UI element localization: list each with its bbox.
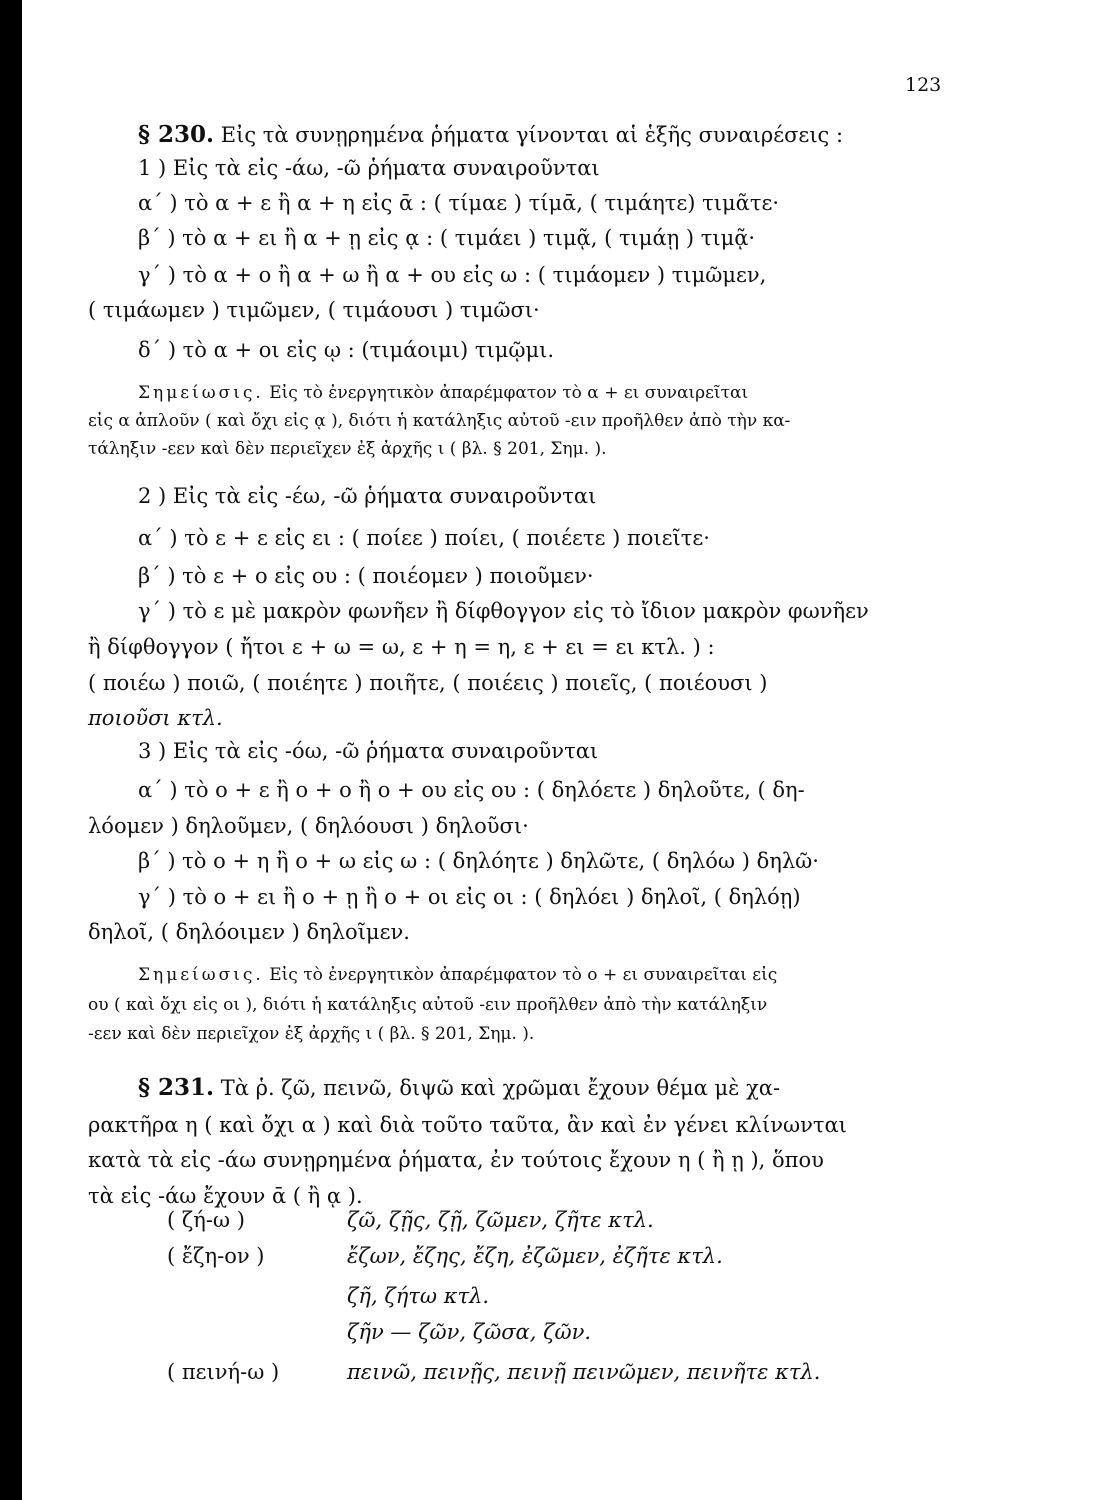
stem-cell: ( ζή-ω ) (167, 1208, 245, 1232)
note-label: Σημείωσις. (138, 383, 264, 403)
note-2-line3: -εεν καὶ δὲν περιεῖχον ἐξ ἀρχῆς ι ( βλ. § 201, Σημ. ). (88, 1024, 535, 1044)
forms-cell: πεινῶ, πεινῇς, πεινῇ πεινῶμεν, πεινῆτε κτλ. (347, 1360, 821, 1384)
rule-3-b: β΄ ) τὸ ο + η ἢ ο + ω εἰς ω : ( δηλόητε ) δηλῶτε, ( δηλόω ) δηλῶ· (138, 849, 819, 873)
rule-2-intro: 2 ) Εἰς τὰ εἰς -έω, -ῶ ῥήματα συναιροῦνται (138, 484, 597, 508)
section-231-line2: ρακτῆρα η ( καὶ ὄχι α ) καὶ διὰ τοῦτο ταῦτα, ἂν καὶ ἐν γένει κλίνωνται (88, 1113, 847, 1137)
section-number: § 230. (138, 121, 215, 148)
note-1-line3: τάληξιν -εεν καὶ δὲν περιεῖχεν ἐξ ἀρχῆς ι ( βλ. § 201, Σημ. ). (88, 439, 607, 459)
note-2-line1 (138, 964, 777, 986)
rule-2-c-line4: ποιοῦσι κτλ. (88, 706, 223, 730)
stem-cell: ( πεινή-ω ) (167, 1360, 280, 1384)
section-231-line3: κατὰ τὰ εἰς -άω συνῃρημένα ῥήματα, ἐν τούτοις ἔχουν η ( ἢ ῃ ), ὅπου (88, 1148, 824, 1172)
note-text: Εἰς τὸ ἐνεργητικὸν ἀπαρέμφατον τὸ α + ει συναιρεῖται (269, 383, 749, 403)
rule-1-c-line1: γ΄ ) τὸ α + ο ἢ α + ω ἢ α + ου εἰς ω : ( τιμάομεν ) τιμῶμεν, (138, 263, 767, 287)
rule-3-intro: 3 ) Εἰς τὰ εἰς -όω, -ῶ ῥήματα συναιροῦνται (138, 739, 599, 763)
rule-1-intro: 1 ) Εἰς τὰ εἰς -άω, -ῶ ῥήματα συναιροῦνται (138, 156, 600, 180)
page-number: 123 (905, 74, 942, 96)
rule-2-a: α΄ ) τὸ ε + ε εἰς ει : ( ποίεε ) ποίει, ( ποιέετε ) ποιεῖτε· (138, 526, 710, 550)
rule-3-a-line1: α΄ ) τὸ ο + ε ἢ ο + ο ἢ ο + ου εἰς ου : ( δηλόετε ) δηλοῦτε, ( δη- (138, 778, 805, 802)
forms-cell: ζῆ, ζήτω κτλ. (347, 1284, 490, 1308)
rule-3-c-line2: δηλοῖ, ( δηλόοιμεν ) δηλοῖμεν. (88, 920, 410, 944)
rule-1-a: α΄ ) τὸ α + ε ἢ α + η εἰς ᾱ : ( τίμαε ) τίμᾱ, ( τιμάητε) τιμᾶτε· (138, 191, 779, 215)
section-title: Εἰς τὰ συνῃρημένα ῥήματα γίνονται αἱ ἑξῆς συναιρέσεις : (220, 123, 844, 147)
forms-cell: ζῶ, ζῇς, ζῇ, ζῶμεν, ζῆτε κτλ. (347, 1208, 654, 1232)
section-text: Τὰ ῥ. ζῶ, πεινῶ, διψῶ καὶ χρῶμαι ἔχουν θέμα μὲ χα- (220, 1076, 781, 1100)
book-page (22, 0, 1105, 1500)
forms-cell: ζῆν — ζῶν, ζῶσα, ζῶν. (347, 1320, 592, 1344)
rule-2-b: β΄ ) τὸ ε + ο εἰς ου : ( ποιέομεν ) ποιοῦμεν· (138, 564, 594, 588)
rule-2-c-line2: ἢ δίφθογγον ( ἤτοι ε + ω = ω, ε + η = η, ε + ει = ει κτλ. ) : (88, 635, 715, 659)
rule-3-a-line2: λόομεν ) δηλοῦμεν, ( δηλόουσι ) δηλοῦσι· (88, 814, 529, 838)
note-text: Εἰς τὸ ἐνεργητικὸν ἀπαρέμφατον τὸ ο + ει συναιρεῖται εἰς (269, 965, 778, 985)
section-231-line1 (138, 1075, 780, 1101)
forms-cell: ἔζων, ἔζης, ἔζη, ἐζῶμεν, ἐζῆτε κτλ. (347, 1244, 723, 1268)
rule-1-c-line2: ( τιμάωμεν ) τιμῶμεν, ( τιμάουσι ) τιμῶσι· (88, 298, 540, 322)
rule-2-c-line3: ( ποιέω ) ποιῶ, ( ποιέητε ) ποιῆτε, ( ποιέεις ) ποιεῖς, ( ποιέουσι ) (88, 671, 768, 695)
rule-1-b: β΄ ) τὸ α + ει ἢ α + ῃ εἰς ᾳ : ( τιμάει ) τιμᾷ, ( τιμάῃ ) τιμᾷ· (138, 226, 756, 250)
note-1-line2: εἰς α ἁπλοῦν ( καὶ ὄχι εἰς ᾳ ), διότι ἡ κατάληξις αὐτοῦ -ειν προῆλθεν ἀπὸ τὴν κα- (88, 411, 791, 431)
note-label: Σημείωσις. (138, 965, 264, 985)
section-number: § 231. (138, 1074, 215, 1101)
rule-1-d: δ΄ ) τὸ α + οι εἰς ῳ : (τιμάοιμι) τιμῷμι. (138, 338, 555, 362)
note-2-line2: ου ( καὶ ὄχι εἰς οι ), διότι ἡ κατάληξις αὐτοῦ -ειν προῆλθεν ἀπὸ τὴν κατάληξιν (88, 995, 768, 1015)
section-231-line4: τὰ εἰς -άω ἔχουν ᾱ ( ἢ ᾳ ). (88, 1184, 363, 1208)
rule-2-c-line1: γ΄ ) τὸ ε μὲ μακρὸν φωνῆεν ἢ δίφθογγον εἰς τὸ ἴδιον μακρὸν φωνῆεν (138, 599, 869, 623)
note-1-line1 (138, 382, 748, 404)
section-230-heading (138, 122, 843, 148)
stem-cell: ( ἔζη-ον ) (167, 1244, 265, 1268)
rule-3-c-line1: γ΄ ) τὸ ο + ει ἢ ο + ῃ ἢ ο + οι εἰς οι : ( δηλόει ) δηλοῖ, ( δηλόῃ) (138, 885, 801, 909)
